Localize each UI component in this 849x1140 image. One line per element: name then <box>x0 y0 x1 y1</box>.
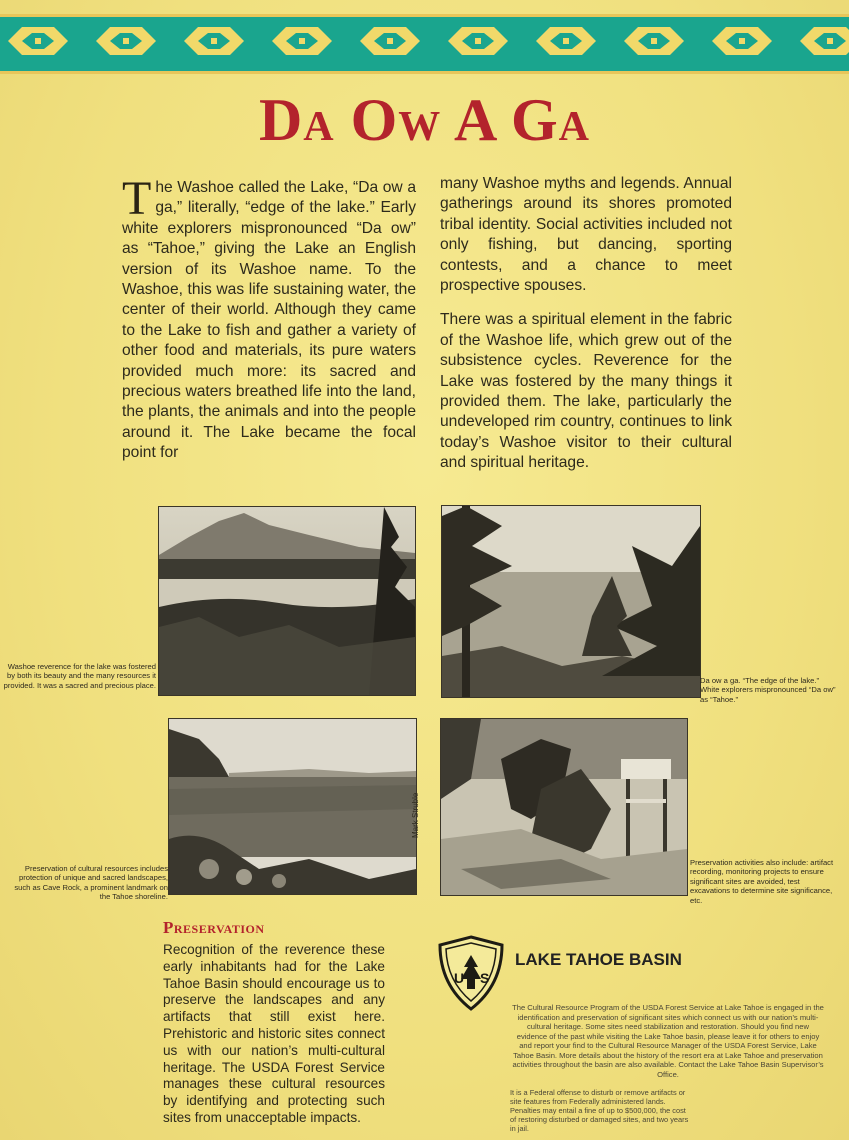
intro-column-left <box>122 172 416 478</box>
forest-service-shield-icon <box>436 935 506 1016</box>
cultural-program-text: The Cultural Resource Program of the USDA Forest Service at Lake Tahoe is engaged in the identification and preservation of significant sites which connect us with our nation’s multi-cultural heritage. Some sites need stabilization and restoration. Should you find new evidence of the past while visiting the Lake Tahoe basin, please leave it for others to enjoy and report your find to the Cultural Resource Manager of the USDA Forest Service, Lake Tahoe Basin. More details about the history of the resort era at Lake Tahoe and preservation activities throughout the basin are also available. Contact the Lake Tahoe Basin Supervisor’s Office. <box>512 1003 824 1079</box>
caption-photo-2: Da ow a ga. “The edge of the lake.” White explorers mispronounced “Da ow” as “Tahoe.” <box>700 676 836 704</box>
photo-excavation <box>440 718 688 896</box>
diamond-motif-icon <box>448 27 508 55</box>
diamond-pattern-icon <box>0 17 849 65</box>
diamond-motif-icon <box>184 27 244 55</box>
decorative-band <box>0 14 849 74</box>
preservation-text: Recognition of the reverence these early inhabitants had for the Lake Tahoe Basin should encourage us to preserve the landscapes and any artifacts that still exist here. Prehistoric and historic sites connect us with our nation’s multi-cultural heritage. The USDA Forest Service manages these cultural resources by identifying and protecting such sites from unacceptable impacts. <box>163 942 385 1125</box>
diamond-motif-icon <box>800 27 849 55</box>
diamond-motif-icon <box>536 27 596 55</box>
dropcap: T <box>122 172 152 225</box>
photo-cave-rock <box>168 718 417 895</box>
photo-pines-lake <box>441 505 701 698</box>
lake-tahoe-basin-title: LAKE TAHOE BASIN <box>515 950 682 969</box>
diamond-motif-icon <box>624 27 684 55</box>
diamond-motif-icon <box>360 27 420 55</box>
diamond-motif-icon <box>712 27 772 55</box>
caption-photo-3: Preservation of cultural resources includes protection of unique and sacred landscapes, such as Cave Rock, a prominent landmark on the Tahoe shoreline. <box>14 864 168 902</box>
photo-lake-mountain <box>158 506 416 696</box>
intro-text-3: There was a spiritual element in the fabric of the Washoe life, which grew out of the subsistence cycles. Reverence for the Lake was fostered by the many things it provided them. The lake, particularly the undeveloped rim country, continues to link today’s Washoe visitor to their cultural and spiritual heritage. <box>440 311 732 472</box>
preservation-heading: Preservation <box>163 918 265 937</box>
photo-credit: Mark Struble <box>411 792 420 838</box>
intro-text-1: he Washoe called the Lake, “Da ow a ga,” literally, “edge of the lake.” Early white explorers mispronounced “Da ow” as “Tahoe,” giving the Lake an English version of its Washoe name. To the Washoe, this was life sustaining water, the center of their world. Although they came to the Lake to fish and gather a variety of other food and materials, its pure waters provided much more: its sacred and precious waters breathed life into the land, the plants, the animals and into the people around it. The Lake became the focal point for <box>122 179 416 462</box>
sign-title: Da Ow A Ga <box>258 87 591 153</box>
diamond-motif-icon <box>8 27 68 55</box>
intro-text-2: many Washoe myths and legends. Annual gatherings around its shores promoted tribal identity. Social activities included not only fishing, but dancing, sporting contests, and a chance to meet prospective spouses. <box>440 175 732 295</box>
diamond-motif-icon <box>96 27 156 55</box>
federal-offense-warning: It is a Federal offense to disturb or remove artifacts or site features from Federally administered lands. Penalties may entail a fine of up to $500,000, the cost of restoring disturbed or damaged sites, and two years in jail. <box>510 1088 689 1133</box>
svg-text:S: S <box>480 970 490 986</box>
intro-column-right <box>440 174 732 488</box>
diamond-motif-icon <box>272 27 332 55</box>
caption-photo-1: Washoe reverence for the lake was fostered by both its beauty and the many resources it provided. It was a sacred and precious place. <box>3 662 156 690</box>
caption-photo-4: Preservation activities also include: artifact recording, monitoring projects to ensure significant sites are avoided, test excavations to determine site significance, etc. <box>690 858 834 905</box>
svg-text:U: U <box>454 970 465 986</box>
